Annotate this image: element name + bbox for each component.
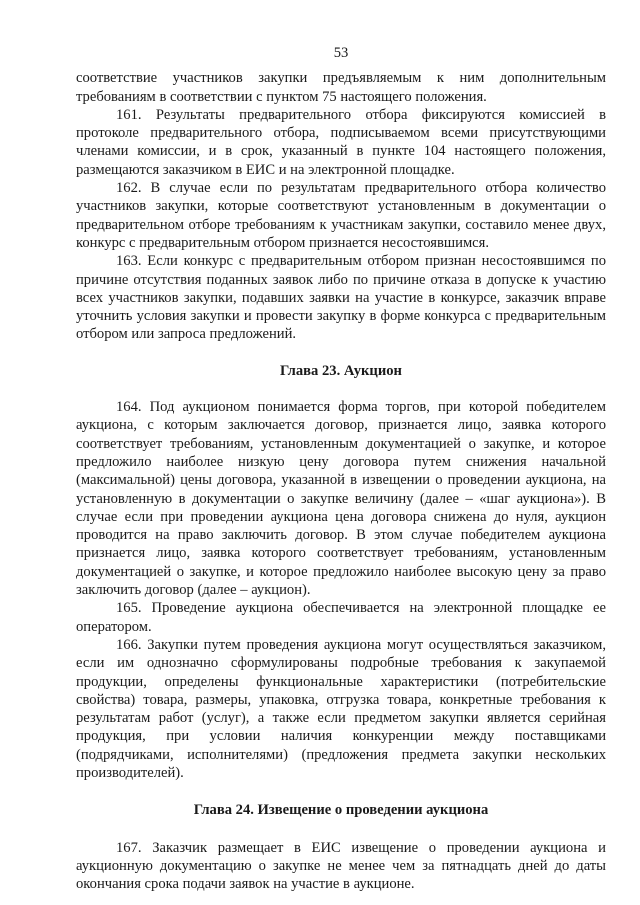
paragraph-166: 166. Закупки путем проведения аукциона могут осуществляться заказчиком, если им однозначно сформулированы подробные требования к закупаемой продукции, определены функциональные характеристики (потребительские свойства) товара, размеры, упаковка, отгрузка товара, конкретные требования к результатам работ (услуг), а также если предметом закупки является серийная продукция, при условии наличия конкуренции между поставщиками (подрядчиками, исполнителями) (предложения предмета закупки нескольких производителей). (76, 636, 606, 781)
paragraph-164: 164. Под аукционом понимается форма торгов, при которой победителем аукциона, с которым заключается договор, признается лицо, заявка которого соответствует требованиям, установленным документацией о закупке, и которое предложило наиболее низкую цену договора путем снижения начальной (максимальной) цены договора, указанной в извещении о проведении аукциона, на установленную в документации о закупке величину (далее – «шаг аукциона»). В случае если при проведении аукциона цена договора снижена до нуля, аукцион проводится на право заключить договор. В этом случае победителем аукциона признается лицо, заявка которого соответствует требованиям, установленным документацией о закупке, и которое предложило наиболее высокую цену за право заключить договор (далее – аукцион). (76, 399, 606, 599)
page-number: 53 (333, 45, 349, 61)
paragraph-162: 162. В случае если по результатам предварительного отбора количество участников закупки, которые соответствуют установленным в документации о предварительном отборе требованиям к участникам закупки, составило менее двух, конкурс с предварительным отбором признается несостоявшимся. (76, 180, 606, 251)
chapter-23-heading: Глава 23. Аукцион (280, 362, 402, 379)
paragraph-163: 163. Если конкурс с предварительным отбором признан несостоявшимся по причине отсутствия поданных заявок либо по причине отказа в допуске к участию всех участников закупки, подавших заявки на участие в конкурсе, заказчик вправе уточнить условия закупки и провести закупку в форме конкурса с предварительным отбором или запроса предложений. (76, 253, 606, 343)
paragraph-167: 167. Заказчик размещает в ЕИС извещение о проведении аукциона и аукционную документацию о закупке не менее чем за пятнадцать дней до даты окончания срока подачи заявок на участие в аукционе. (76, 839, 606, 893)
paragraph-161: 161. Результаты предварительного отбора фиксируются комиссией в протоколе предварительного отбора, подписываемом всеми присутствующими членами комиссии, и в срок, указанный в пункте 104 настоящего положения, размещаются заказчиком в ЕИС и на электронной площадке. (76, 106, 606, 178)
paragraph-165: 165. Проведение аукциона обеспечивается на электронной площадке ее оператором. (76, 600, 606, 635)
paragraph-continuation: соответствие участников закупки предъявляемым к ним дополнительным требованиям в соответствии с пунктом 75 настоящего положения. (76, 70, 606, 105)
chapter-24-heading: Глава 24. Извещение о проведении аукциона (193, 802, 489, 819)
